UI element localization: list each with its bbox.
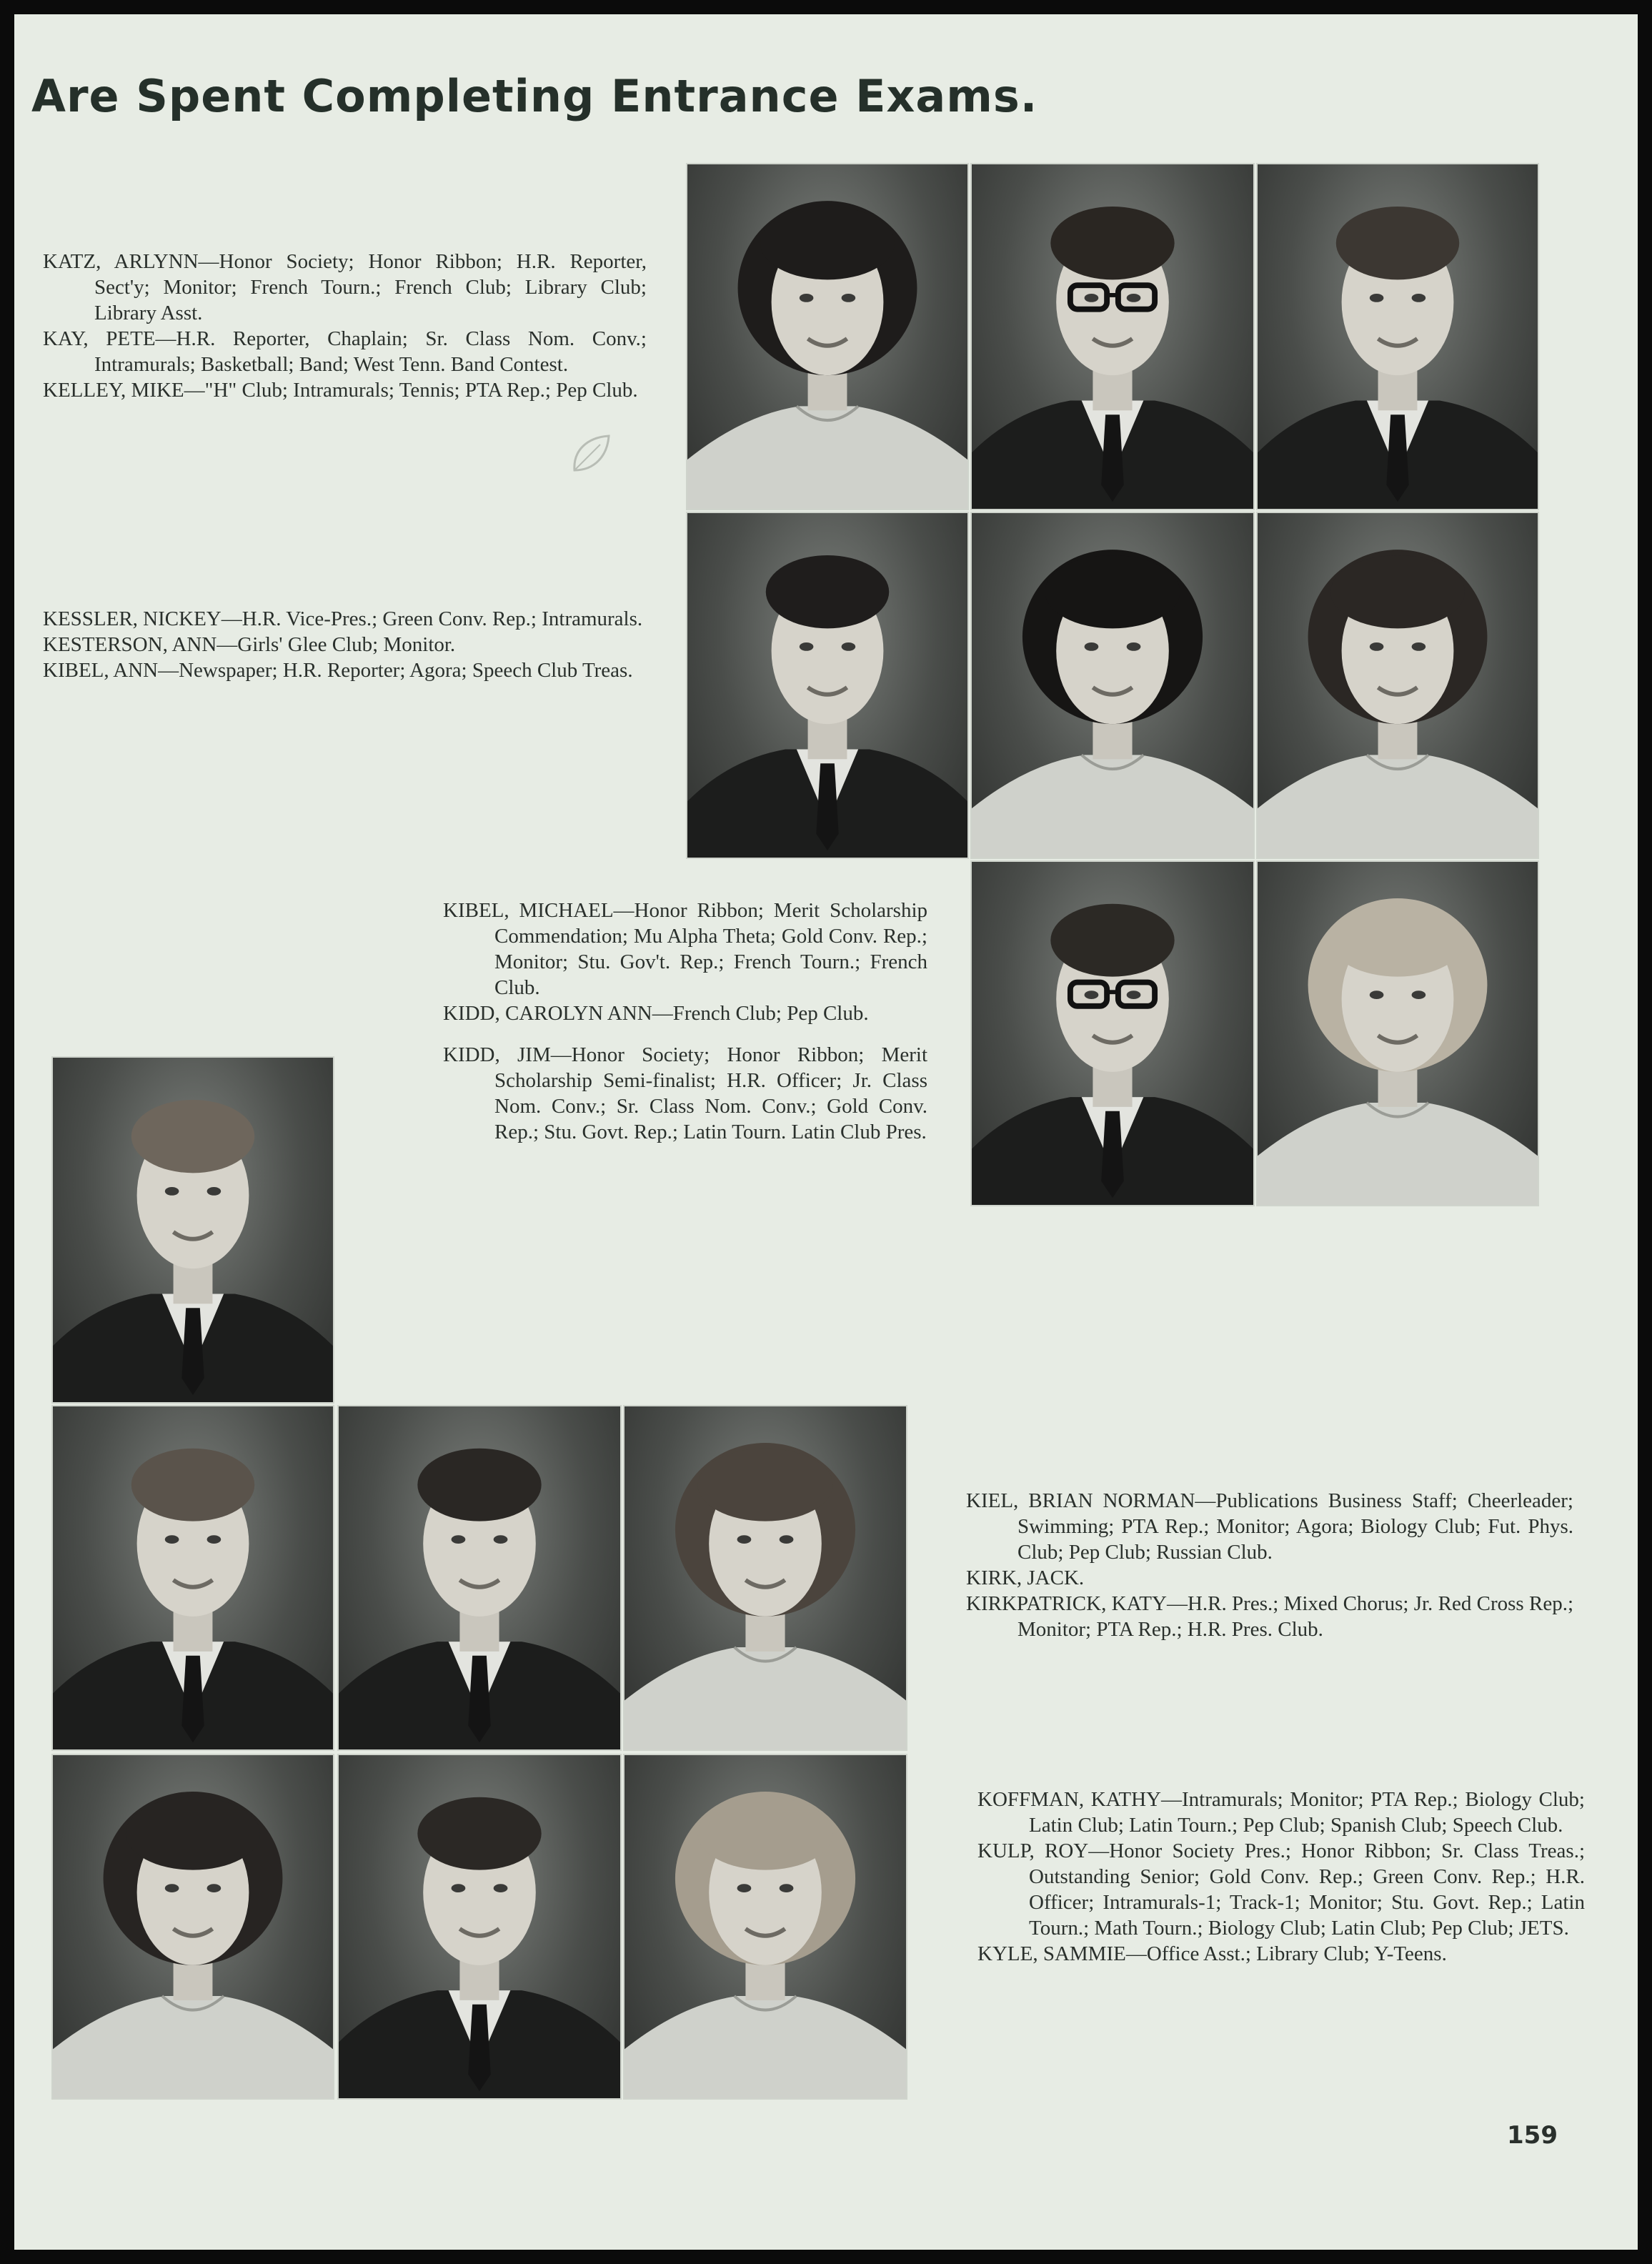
portrait-figure [972,862,1253,1205]
text-block-kessler-kibel [43,606,647,683]
portrait-figure [972,164,1253,509]
entry-kulp-roy: KULP, ROY—Honor Society Pres.; Honor Ribbon; Sr. Class Treas.; Outstanding Senior; Gold Conv. Rep.; Green Conv. Rep.; H.R. Officer; Intramurals-1; Track-1; Monitor; Stu. Govt. Rep.; Latin Tourn.; Math Tourn.; Biology Club; Latin Club; Pep Club; JETS. [977,1840,1585,1940]
portrait-photo [623,1405,907,1751]
entry-kidd-jim: KIDD, JIM—Honor Society; Honor Ribbon; Merit Scholarship Semi-finalist; H.R. Officer; Jr. Class Nom. Conv.; Sr. Class Nom. Conv.; Gold Conv. Rep.; Stu. Govt. Rep.; Latin Tourn. Latin Club Pres. [443,1043,927,1143]
portrait-figure [625,1755,906,2098]
portrait-figure [339,1755,620,2098]
portrait-photo [1256,163,1539,510]
page-number: 159 [1507,2121,1558,2150]
portrait-figure [972,513,1253,858]
portrait-photo [1256,512,1539,859]
portrait-figure [53,1755,333,2098]
entry-kesterson-ann: KESTERSON, ANN—Girls' Glee Club; Monitor. [43,633,456,656]
portrait-photo [970,860,1255,1206]
entry-kessler-nickey: KESSLER, NICKEY—H.R. Vice-Pres.; Green Conv. Rep.; Intramurals. [43,607,643,630]
portrait-photo [337,1405,622,1751]
entry-kirkpatrick-katy: KIRKPATRICK, KATY—H.R. Pres.; Mixed Chorus; Jr. Red Cross Rep.; Monitor; PTA Rep.; H.R. Pres. Club. [966,1592,1573,1641]
yearbook-page [14,14,1638,2250]
entry-kyle-sammie: KYLE, SAMMIE—Office Asst.; Library Club; Y-Teens. [977,1942,1447,1965]
entry-kibel-ann: KIBEL, ANN—Newspaper; H.R. Reporter; Agora; Speech Club Treas. [43,659,633,682]
portrait-figure [1258,513,1538,858]
portrait-photo [51,1754,334,2100]
entry-kibel-michael: KIBEL, MICHAEL—Honor Ribbon; Merit Scholarship Commendation; Mu Alpha Theta; Gold Conv. Rep.; Monitor; Stu. Gov't. Rep.; French Tourn.; French Club. [443,899,927,999]
entry-kirk-jack: KIRK, JACK. [966,1567,1085,1589]
portrait-photo [970,512,1255,859]
portrait-photo [623,1754,907,2100]
text-block-koffman-kyle [977,1787,1585,1967]
text-block-kiel-kirkpatrick [966,1488,1573,1642]
text-block-kibel-kidd [443,898,927,1145]
entry-koffman-kathy: KOFFMAN, KATHY—Intramurals; Monitor; PTA Rep.; Biology Club; Latin Club; Latin Tourn.; Pep Club; Spanish Club; Speech Club. [977,1788,1585,1837]
portrait-photo [1256,860,1539,1206]
entry-katz-arlynn: KATZ, ARLYNN—Honor Society; Honor Ribbon; H.R. Reporter, Sect'y; Monitor; French Tourn.; French Club; Library Club; Library Asst. [43,250,647,324]
portrait-photo [970,163,1255,510]
portrait-figure [53,1058,333,1402]
portrait-figure [339,1406,620,1749]
page-headline: Are Spent Completing Entrance Exams. [31,70,1038,122]
entry-kay-pete: KAY, PETE—H.R. Reporter, Chaplain; Sr. Class Nom. Conv.; Intramurals; Basketball; Band; West Tenn. Band Contest. [43,327,647,376]
text-block-katz-kelley [43,249,647,403]
portrait-figure [1258,862,1538,1205]
leaf-icon [566,429,616,479]
portrait-photo [686,163,969,510]
entry-kiel-brian-norman: KIEL, BRIAN NORMAN—Publications Business Staff; Cheerleader; Swimming; PTA Rep.; Monitor; Agora; Biology Club; Fut. Phys. Club; Pep Club; Russian Club. [966,1489,1573,1564]
portrait-photo [51,1405,334,1751]
entry-kidd-carolyn-ann: KIDD, CAROLYN ANN—French Club; Pep Club. [443,1002,869,1025]
portrait-figure [625,1406,906,1749]
portrait-photo [51,1056,334,1404]
portrait-figure [687,164,967,509]
portrait-photo [337,1754,622,2100]
entry-kelley-mike: KELLEY, MIKE—"H" Club; Intramurals; Tennis; PTA Rep.; Pep Club. [43,379,638,402]
portrait-figure [1258,164,1538,509]
portrait-figure [53,1406,333,1749]
portrait-photo [686,512,969,859]
portrait-figure [687,513,967,858]
